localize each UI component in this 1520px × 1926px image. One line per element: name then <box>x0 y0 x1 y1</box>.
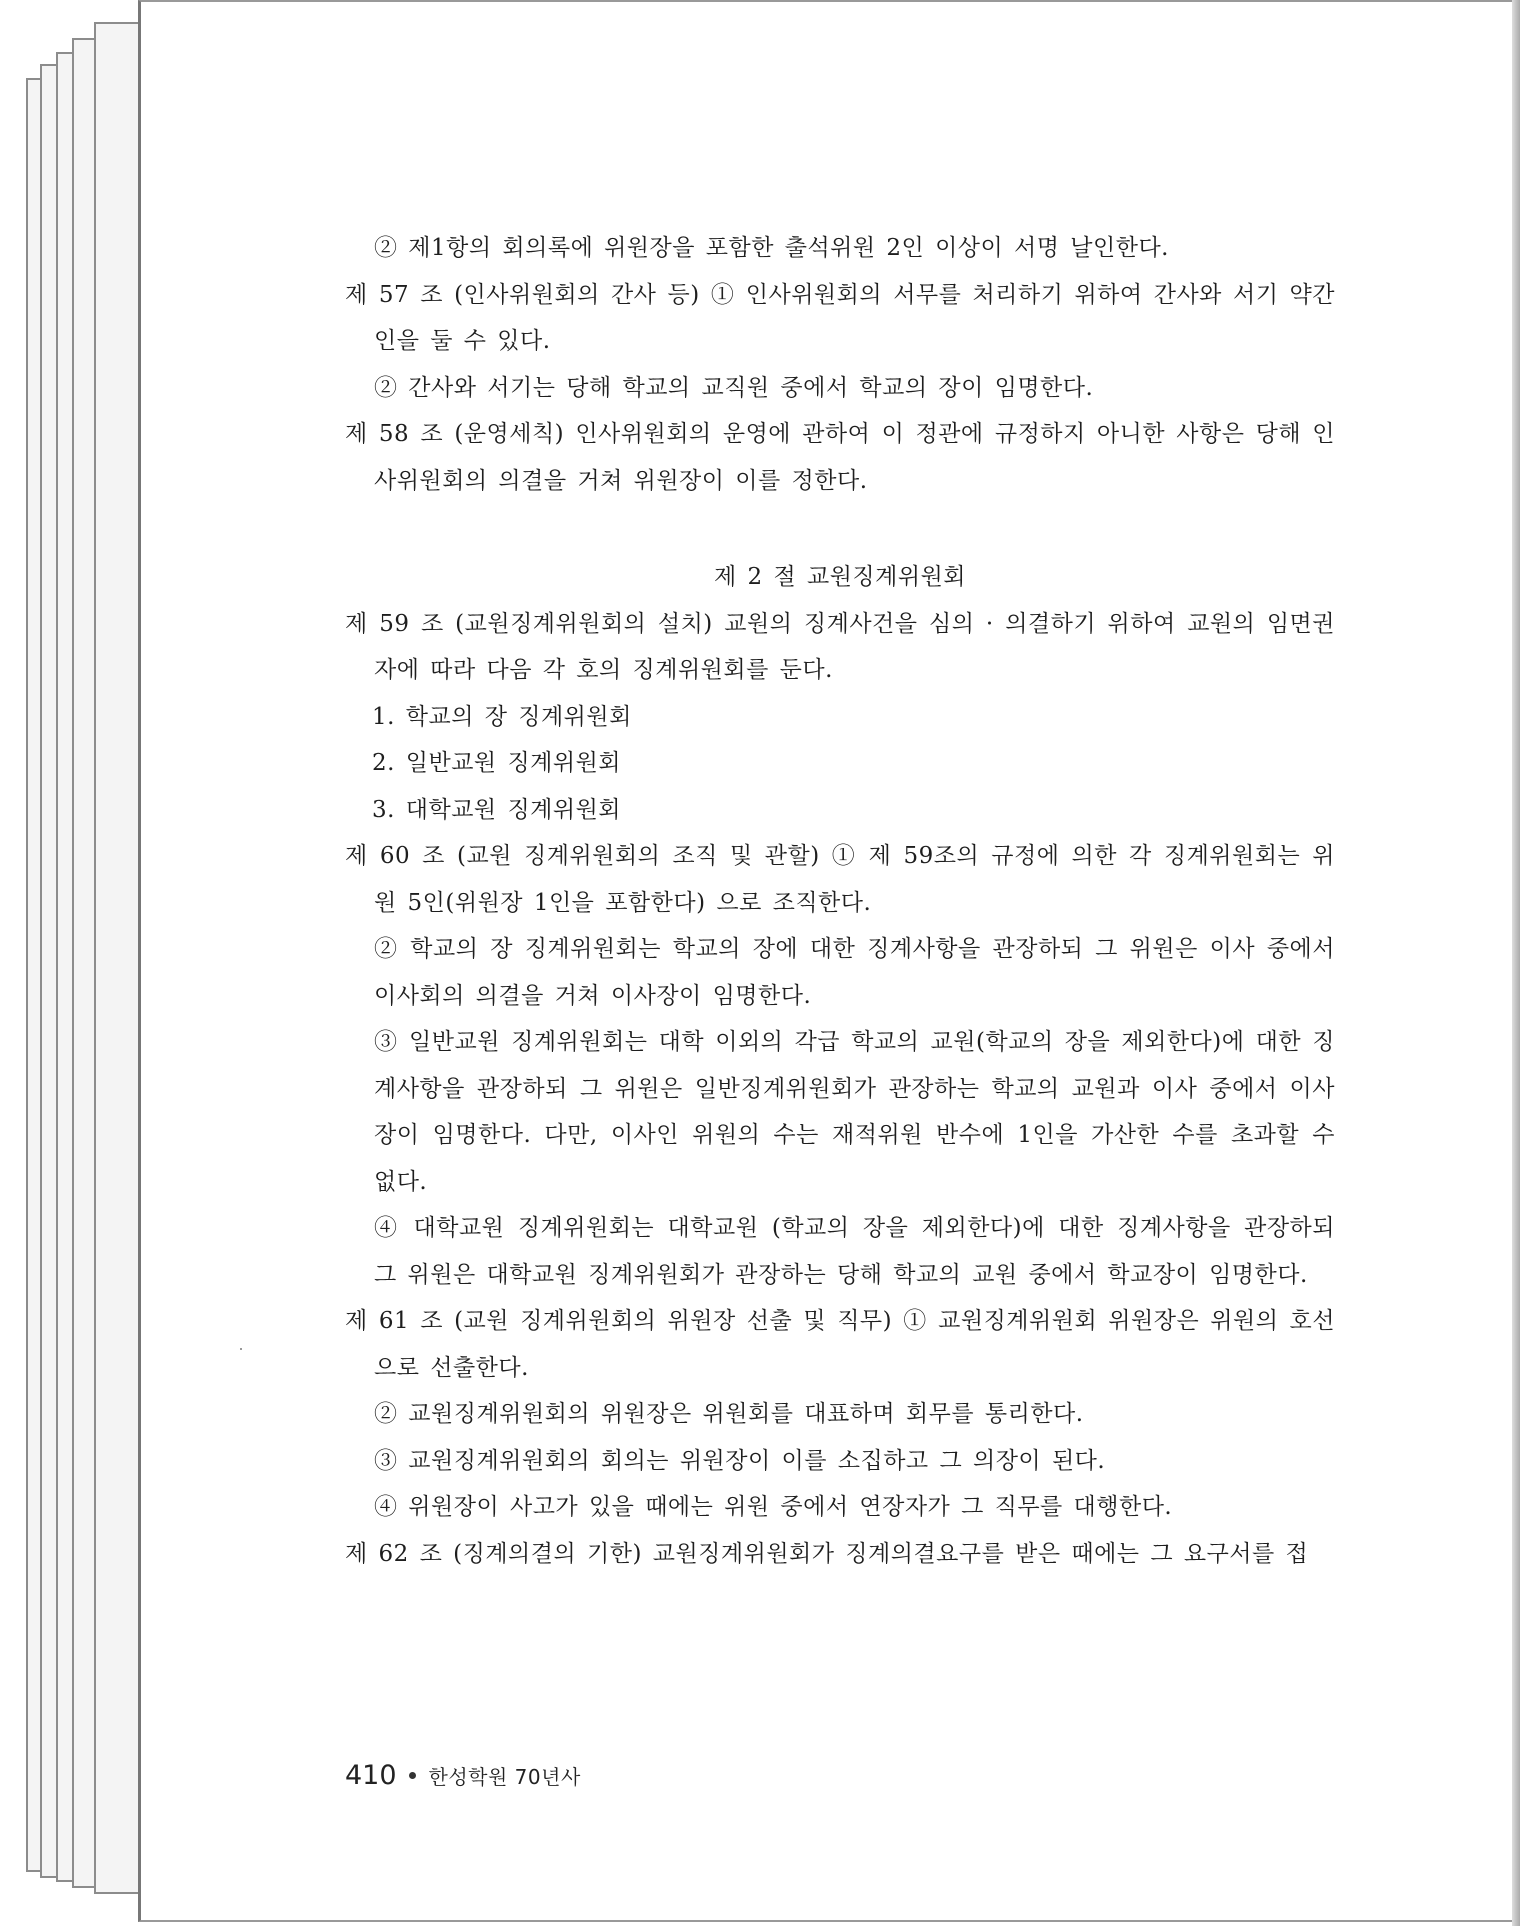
page-footer <box>345 1760 581 1791</box>
clause-61-4: ④ 위원장이 사고가 있을 때에는 위원 중에서 연장자가 그 직무를 대행한다. <box>374 1494 1173 1520</box>
article-62: 제 62 조 (징계의결의 기한) 교원징계위원회가 징계의결요구를 받은 때에는 그 요구서를 접 <box>345 1540 1309 1567</box>
article-57: 제 57 조 (인사위원회의 간사 등) ① 인사위원회의 서무를 처리하기 위하여 간사와 서기 약간인을 둘 수 있다. <box>345 281 1335 354</box>
article-61: 제 61 조 (교원 징계위원회의 위원장 선출 및 직무) ① 교원징계위원회 위원장은 위원의 호선으로 선출한다. <box>345 1308 1335 1381</box>
clause-61-3: ③ 교원징계위원회의 회의는 위원장이 이를 소집하고 그 의장이 된다. <box>374 1447 1106 1474</box>
page-number: 410 <box>345 1760 397 1791</box>
list-item: 3. 대학교원 징계위원회 <box>372 796 622 823</box>
article-59: 제 59 조 (교원징계위원회의 설치) 교원의 징계사건을 심의 · 의결하기 위하여 교원의 임면권자에 따라 다음 각 호의 징계위원회를 둔다. <box>345 610 1335 683</box>
article-60: 제 60 조 (교원 징계위원회의 조직 및 관할) ① 제 59조의 규정에 의한 각 징계위원회는 위원 5인(위원장 1인을 포함한다) 으로 조직한다. <box>345 843 1335 916</box>
article-58: 제 58 조 (운영세칙) 인사위원회의 운영에 관하여 이 정관에 규정하지 아니한 사항은 당해 인사위원회의 의결을 거쳐 위원장이 이를 정한다. <box>345 421 1335 494</box>
section-title: 제 2 절 교원징계위원회 <box>713 564 967 590</box>
book-title: 한성학원 70년사 <box>428 1765 581 1789</box>
page-shadow <box>1512 0 1520 1926</box>
clause-60-4: ④ 대학교원 징계위원회는 대학교원 (학교의 장을 제외한다)에 대한 징계사항을 관장하되 그 위원은 대학교원 징계위원회가 관장하는 당해 학교의 교원 중에서 학교장이 임명한다. <box>374 1215 1335 1288</box>
bullet-separator <box>409 1772 416 1779</box>
clause-60-2: ② 학교의 장 징계위원회는 학교의 장에 대한 징계사항을 관장하되 그 위원은 이사 중에서 이사회의 의결을 거쳐 이사장이 임명한다. <box>374 936 1335 1009</box>
clause-60-3: ③ 일반교원 징계위원회는 대학 이외의 각급 학교의 교원(학교의 장을 제외한다)에 대한 징계사항을 관장하되 그 위원은 일반징계위원회가 관장하는 학교의 교원과 이사 중에서 이사장이 임명한다. 다만, 이사인 위원의 수는 재적위원 반수에 1인을 가산한 수를 초과할 수 없다. <box>374 1029 1335 1195</box>
list-item: 2. 일반교원 징계위원회 <box>372 750 622 776</box>
clause-57-2: ② 간사와 서기는 당해 학교의 교직원 중에서 학교의 장이 임명한다. <box>374 374 1094 401</box>
page-body <box>345 225 1335 1577</box>
scan-speck <box>240 1348 242 1350</box>
clause-56-2: ② 제1항의 회의록에 위원장을 포함한 출석위원 2인 이상이 서명 날인한다. <box>374 235 1169 261</box>
list-item: 1. 학교의 장 징계위원회 <box>372 703 632 730</box>
clause-61-2: ② 교원징계위원회의 위원장은 위원회를 대표하며 회무를 통리한다. <box>374 1401 1084 1427</box>
